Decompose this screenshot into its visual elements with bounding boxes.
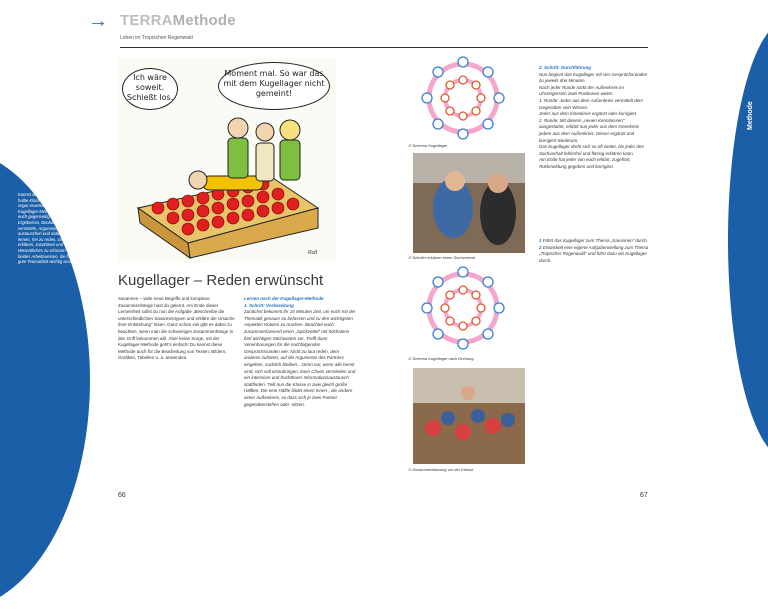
- task-number: 1: [539, 238, 542, 243]
- kugellager-diagram-1: [413, 52, 513, 144]
- method-column: [244, 296, 356, 408]
- caption-schema-1: ⊙ Schema Kugellager: [408, 143, 448, 148]
- right-blue-arc: [728, 20, 768, 460]
- step2-column: [539, 65, 651, 171]
- method-heading: Lernen nach der Kugellager-Methode: [244, 296, 324, 301]
- step2-line: 1. Runde: Jeder aus dem Außenkreis vermittelt dem Gegenüber sein Wissen.: [539, 97, 643, 110]
- step1-text: Zunächst bekommt ihr 15 Minuten Zeit, um euch mit der Thematik genauer zu befassen und zu den wichtigsten Aspekten Notizen zu machen. Beachtet euch zusammenfassend einen „Spickzettel" mit höchstens fünf wichtigen Stichworten vor. Trefft dann Vereinbarungen für die nachfolgenden Gesprächsrunden wie: Nicht zu laut reden, dem anderen zuhören, auf die Argumente des Partners eingehen, sachlich bleiben... Denn nur, wenn alle bereit sind, sich voll einzubringen, kann Chaos vermieden und ein intensiver und fruchtbarer Informationsaustausch stattfinden. Teilt nun die Klasse in zwei gleich große Hälften. Die eine Hälfte bildet einen Innen-, die andere einen Außenkreis, so dass sich je zwei Partner gegenüberstehen oder -sitzen.: [244, 309, 356, 407]
- brand-methode: Methode: [172, 12, 236, 29]
- kugellager-diagram-2: [413, 262, 513, 354]
- task-item: [539, 245, 651, 265]
- page-number-left: 66: [118, 492, 126, 499]
- intro-text: Savannen – viele neue Begriffe und komplexe Zusammenhänge hast du gelernt. Am Ende dieser Lerneinheit sollst du nun die Aufgabe „Beschreibe die unterschiedlichen Savannentypen und erkläre die Ursache ihrer Entstehung" lösen. Ganz schön viel gibt es dabei zu beachten, wenn man die schwierigen Zusammenhänge in den Griff bekommen will. Aber keine Sorge, mit der Kugellager-Methode geht's einfach! Du kannst diese Methode auch für die Bearbeitung von Texten, Bildern, Grafiken, Tabellen u. a. anwenden.: [118, 296, 235, 361]
- photo-students-explaining: [413, 153, 525, 253]
- cartoon-illustration: [118, 58, 336, 263]
- step2-line: Nach jeder Runde rückt der Außenkreis im Uhrzeigersinn zwei Positionen weiter.: [539, 84, 624, 97]
- step1-heading: 1. Schritt: Vorbereitung: [244, 302, 294, 308]
- step2-line: Am Ende hat jeder von euch erklärt, zugehört, Rückmeldung gegeben und korrigiert.: [539, 157, 631, 169]
- caption-1-text: Schema Kugellager: [412, 143, 448, 148]
- tasks-list: [539, 238, 651, 264]
- caption-photo-1: ⊙ Schüler erklären einen Sachverhalt: [408, 255, 475, 260]
- caption-2-text: Schüler erklären einen Sachverhalt: [412, 255, 475, 260]
- photo-class-summary: [413, 368, 525, 464]
- brand-terra: TERRA: [120, 12, 173, 29]
- header-rule: [120, 47, 648, 48]
- caption-photo-2: ⊙ Zusammenfassung vor der Klasse: [408, 467, 474, 472]
- step2-line: Jeder aus dem Innenkreis ergänzt oder korrigiert.: [539, 111, 638, 117]
- step2-line: Das Kugellager dreht sich so oft weiter, bis jeder den Sachverhalt fehlerfrei und flüssig erklären kann.: [539, 144, 645, 156]
- caption-4-text: Zusammenfassung vor der Klasse: [412, 467, 474, 472]
- page-number-right: 67: [640, 492, 648, 499]
- step2-line: 2. Runde: Mit diesem „neuen Kenntnissen" ausgestattet, erklärt nun jeder aus dem Innenkreis jedem aus dem Außenkreis. Dieser ergänzt und korrigiert wiederum.: [539, 117, 640, 143]
- cartoon-signature: Roß: [308, 250, 318, 256]
- chapter-subtitle: Leben im Tropischen Regenwald: [120, 35, 193, 41]
- speech-bubble-left: Ich wäre soweit. Schießt los.: [122, 68, 178, 110]
- caption-schema-2: ⊙ Schema Kugellager nach Drehung: [408, 356, 474, 361]
- caption-3-text: Schema Kugellager nach Drehung: [412, 356, 474, 361]
- task-item: [539, 238, 651, 245]
- task-text: Entwickelt eine eigene Aufgabenstellung zum Thema „Tropischer Regenwald" und führt dazu ein Kugellager durch.: [539, 244, 649, 263]
- brand-title: [120, 12, 236, 29]
- page-title: Kugellager – Reden erwünscht: [118, 272, 324, 289]
- side-tab-label: Methode: [747, 101, 754, 130]
- step2-heading: 2. Schritt: Durchführung: [539, 65, 591, 70]
- task-number: 2: [539, 244, 542, 250]
- step2-line: Nun beginnt das Kugellager mit vier Gesprächsrunden zu jeweils drei Minuten.: [539, 71, 648, 84]
- task-text: Führt das Kugellager zum Thema „Savannen" durch.: [542, 238, 648, 243]
- arrow-icon: →: [88, 10, 108, 32]
- speech-bubble-right: Moment mal. So war das mit dem Kugellager nicht gemeint!: [218, 62, 330, 110]
- sidebar-note: Kannst du die verstehen? Die halbe Klasse spricht und das ist sogar erwünscht? Bei der Kugellager-Methode kannst du euch gegenseitig Kenntnisse, Ergebnisse, Beobachtungen vermitteln, Argumente austauschen und dabei euch lernen, frei zu reden, zu erklären, zuzuhören und Wesentliches zu erfassen – beides Arbeitsweisen, die für gute Teamarbeit wichtig sind.: [18, 192, 77, 265]
